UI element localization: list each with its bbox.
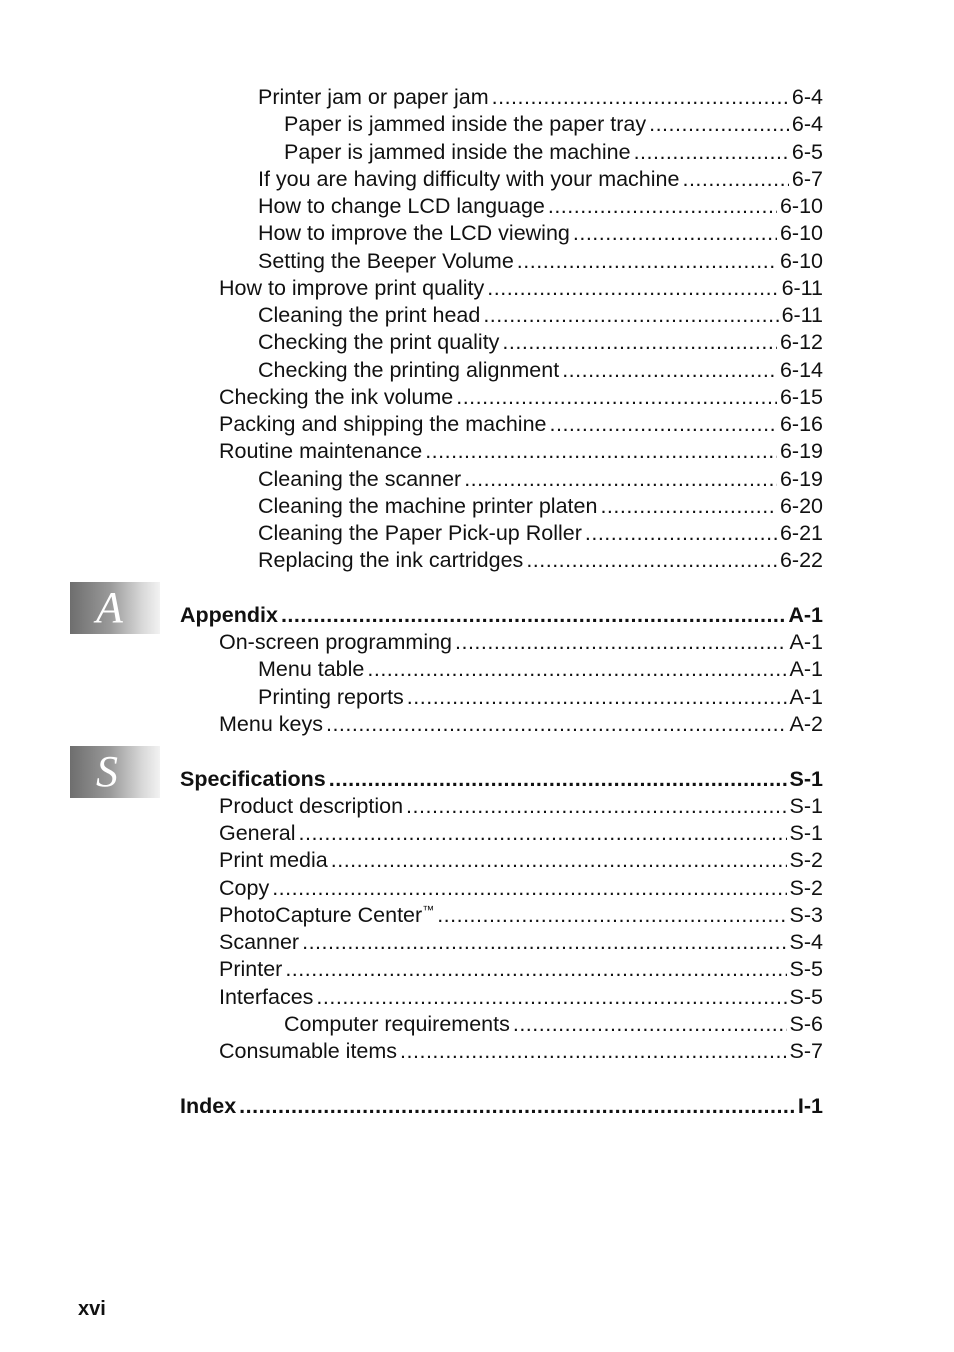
entry-page: 6-10 <box>779 249 823 273</box>
entry-page: I-1 <box>797 1094 823 1118</box>
tab-letter: A <box>96 583 123 632</box>
toc-entry[interactable] <box>258 191 823 219</box>
entry-title: Product description <box>219 794 404 818</box>
entry-title: On-screen programming <box>219 630 453 654</box>
toc-entry[interactable] <box>219 818 823 846</box>
entry-page: 6-11 <box>781 276 823 300</box>
entry-page: A-1 <box>789 685 823 709</box>
entry-title: Appendix <box>180 603 278 627</box>
entry-page: S-7 <box>789 1039 823 1063</box>
entry-title: Cleaning the scanner <box>258 467 462 491</box>
entry-title: Checking the printing alignment <box>258 358 560 382</box>
toc-entry[interactable] <box>219 436 823 464</box>
toc-entry[interactable] <box>284 1009 823 1037</box>
entry-title: Printer <box>219 957 283 981</box>
dot-leader <box>513 1011 787 1037</box>
dot-leader <box>331 847 787 873</box>
entry-title: Checking the ink volume <box>219 385 454 409</box>
dot-leader <box>573 220 777 246</box>
entry-page: 6-21 <box>779 521 823 545</box>
entry-page: 6-4 <box>791 112 823 136</box>
toc-entry[interactable] <box>219 982 823 1010</box>
entry-page: A-1 <box>789 657 823 681</box>
page-number: xvi <box>78 1298 106 1320</box>
toc-entry[interactable] <box>258 545 823 573</box>
entry-title: Scanner <box>219 930 300 954</box>
entry-title: Specifications <box>180 767 326 791</box>
entry-title: Print media <box>219 848 328 872</box>
toc-entry[interactable] <box>258 518 823 546</box>
entry-page: S-1 <box>789 767 823 791</box>
dot-leader <box>682 166 788 192</box>
entry-title: Setting the Beeper Volume <box>258 249 514 273</box>
entry-title-text: PhotoCapture Center <box>219 903 423 927</box>
dot-leader <box>562 357 777 383</box>
dot-leader <box>239 1093 795 1119</box>
entry-page: S-2 <box>789 876 823 900</box>
entry-title: Computer requirements <box>284 1012 510 1036</box>
dot-leader <box>548 193 777 219</box>
toc-entry-appendix[interactable] <box>180 600 823 628</box>
toc-entry[interactable] <box>219 791 823 819</box>
dot-leader <box>367 656 786 682</box>
entry-page: S-1 <box>789 821 823 845</box>
entry-page: A-2 <box>789 712 823 736</box>
dot-leader <box>492 84 789 110</box>
toc-entry[interactable] <box>219 1036 823 1064</box>
entry-page: 6-20 <box>779 494 823 518</box>
entry-title: Cleaning the print head <box>258 303 481 327</box>
tab-letter: S <box>96 747 118 796</box>
dot-leader <box>281 602 785 628</box>
trademark-symbol: ™ <box>422 902 435 917</box>
dot-leader <box>455 629 787 655</box>
toc-entry[interactable] <box>219 273 823 301</box>
entry-page: 6-19 <box>779 439 823 463</box>
entry-title: Cleaning the Paper Pick-up Roller <box>258 521 582 545</box>
dot-leader <box>634 139 789 165</box>
toc-entry[interactable] <box>219 927 823 955</box>
entry-page: 6-19 <box>779 467 823 491</box>
dot-leader <box>302 929 786 955</box>
entry-title: How to change LCD language <box>258 194 545 218</box>
entry-page: 6-15 <box>779 385 823 409</box>
entry-title: If you are having difficulty with your machine <box>258 167 680 191</box>
toc-entry[interactable] <box>219 709 823 737</box>
entry-title: General <box>219 821 296 845</box>
dot-leader <box>406 793 786 819</box>
toc-entry[interactable] <box>219 409 823 437</box>
toc-entry[interactable] <box>219 900 823 928</box>
entry-page: 6-5 <box>791 140 823 164</box>
entry-title: Menu table <box>258 657 365 681</box>
entry-title: Replacing the ink cartridges <box>258 548 524 572</box>
dot-leader <box>550 411 777 437</box>
dot-leader <box>585 520 777 546</box>
entry-title: Copy <box>219 876 270 900</box>
entry-page: 6-22 <box>779 548 823 572</box>
dot-leader <box>407 684 787 710</box>
entry-page: S-5 <box>789 985 823 1009</box>
dot-leader <box>487 275 778 301</box>
section-tab-specifications <box>70 746 160 798</box>
toc-entry[interactable] <box>258 327 823 355</box>
toc-entry[interactable] <box>219 873 823 901</box>
entry-title: Printer jam or paper jam <box>258 85 489 109</box>
entry-title: Printing reports <box>258 685 404 709</box>
dot-leader <box>272 875 786 901</box>
toc-entry[interactable] <box>219 627 823 655</box>
entry-title: Checking the print quality <box>258 330 500 354</box>
dot-leader <box>526 547 777 573</box>
toc-entry[interactable] <box>219 382 823 410</box>
entry-title: Packing and shipping the machine <box>219 412 547 436</box>
entry-title: How to improve print quality <box>219 276 485 300</box>
entry-page: S-3 <box>789 903 823 927</box>
entry-title: Menu keys <box>219 712 323 736</box>
dot-leader <box>464 466 777 492</box>
dot-leader <box>329 766 787 792</box>
dot-leader <box>316 984 786 1010</box>
toc-entry[interactable] <box>258 246 823 274</box>
section-tab-appendix <box>70 582 160 634</box>
entry-page: 6-11 <box>781 303 823 327</box>
entry-page: 6-4 <box>791 85 823 109</box>
entry-page: 6-10 <box>779 194 823 218</box>
entry-page: S-4 <box>789 930 823 954</box>
toc-entry[interactable] <box>258 300 823 328</box>
entry-title: How to improve the LCD viewing <box>258 221 570 245</box>
dot-leader <box>483 302 778 328</box>
entry-page: 6-12 <box>779 330 823 354</box>
entry-page: 6-7 <box>791 167 823 191</box>
toc-entry[interactable] <box>258 491 823 519</box>
entry-title: Cleaning the machine printer platen <box>258 494 598 518</box>
entry-page: S-1 <box>789 794 823 818</box>
toc-entry[interactable] <box>284 109 823 137</box>
toc-entry[interactable] <box>258 164 823 192</box>
entry-page: A-1 <box>788 603 823 627</box>
entry-title: Paper is jammed inside the paper tray <box>284 112 647 136</box>
toc-entry[interactable] <box>258 355 823 383</box>
dot-leader <box>456 384 777 410</box>
entry-page: 6-16 <box>779 412 823 436</box>
dot-leader <box>425 438 777 464</box>
dot-leader <box>400 1038 786 1064</box>
entry-title: Routine maintenance <box>219 439 423 463</box>
entry-title <box>219 902 434 928</box>
entry-page: 6-14 <box>779 358 823 382</box>
entry-page: 6-10 <box>779 221 823 245</box>
entry-title: Paper is jammed inside the machine <box>284 140 631 164</box>
entry-page: A-1 <box>789 630 823 654</box>
toc-entry[interactable] <box>219 845 823 873</box>
entry-page: S-5 <box>789 957 823 981</box>
toc-entry[interactable] <box>258 682 823 710</box>
entry-title: Interfaces <box>219 985 314 1009</box>
dot-leader <box>649 111 789 137</box>
entry-page: S-2 <box>789 848 823 872</box>
toc-entry[interactable] <box>219 954 823 982</box>
toc-entry[interactable] <box>284 137 823 165</box>
toc-entry[interactable] <box>258 654 823 682</box>
dot-leader <box>299 820 787 846</box>
toc-entry[interactable] <box>258 218 823 246</box>
dot-leader <box>285 956 786 982</box>
toc-entry[interactable] <box>258 82 823 110</box>
dot-leader <box>600 493 777 519</box>
entry-title: Consumable items <box>219 1039 398 1063</box>
toc-entry-specifications[interactable] <box>180 764 823 792</box>
dot-leader <box>326 711 787 737</box>
dot-leader <box>502 329 777 355</box>
toc-entry-index[interactable] <box>180 1091 823 1119</box>
entry-page: S-6 <box>789 1012 823 1036</box>
dot-leader <box>437 902 786 928</box>
toc-entry[interactable] <box>258 464 823 492</box>
entry-title: Index <box>180 1094 237 1118</box>
dot-leader <box>517 248 777 274</box>
